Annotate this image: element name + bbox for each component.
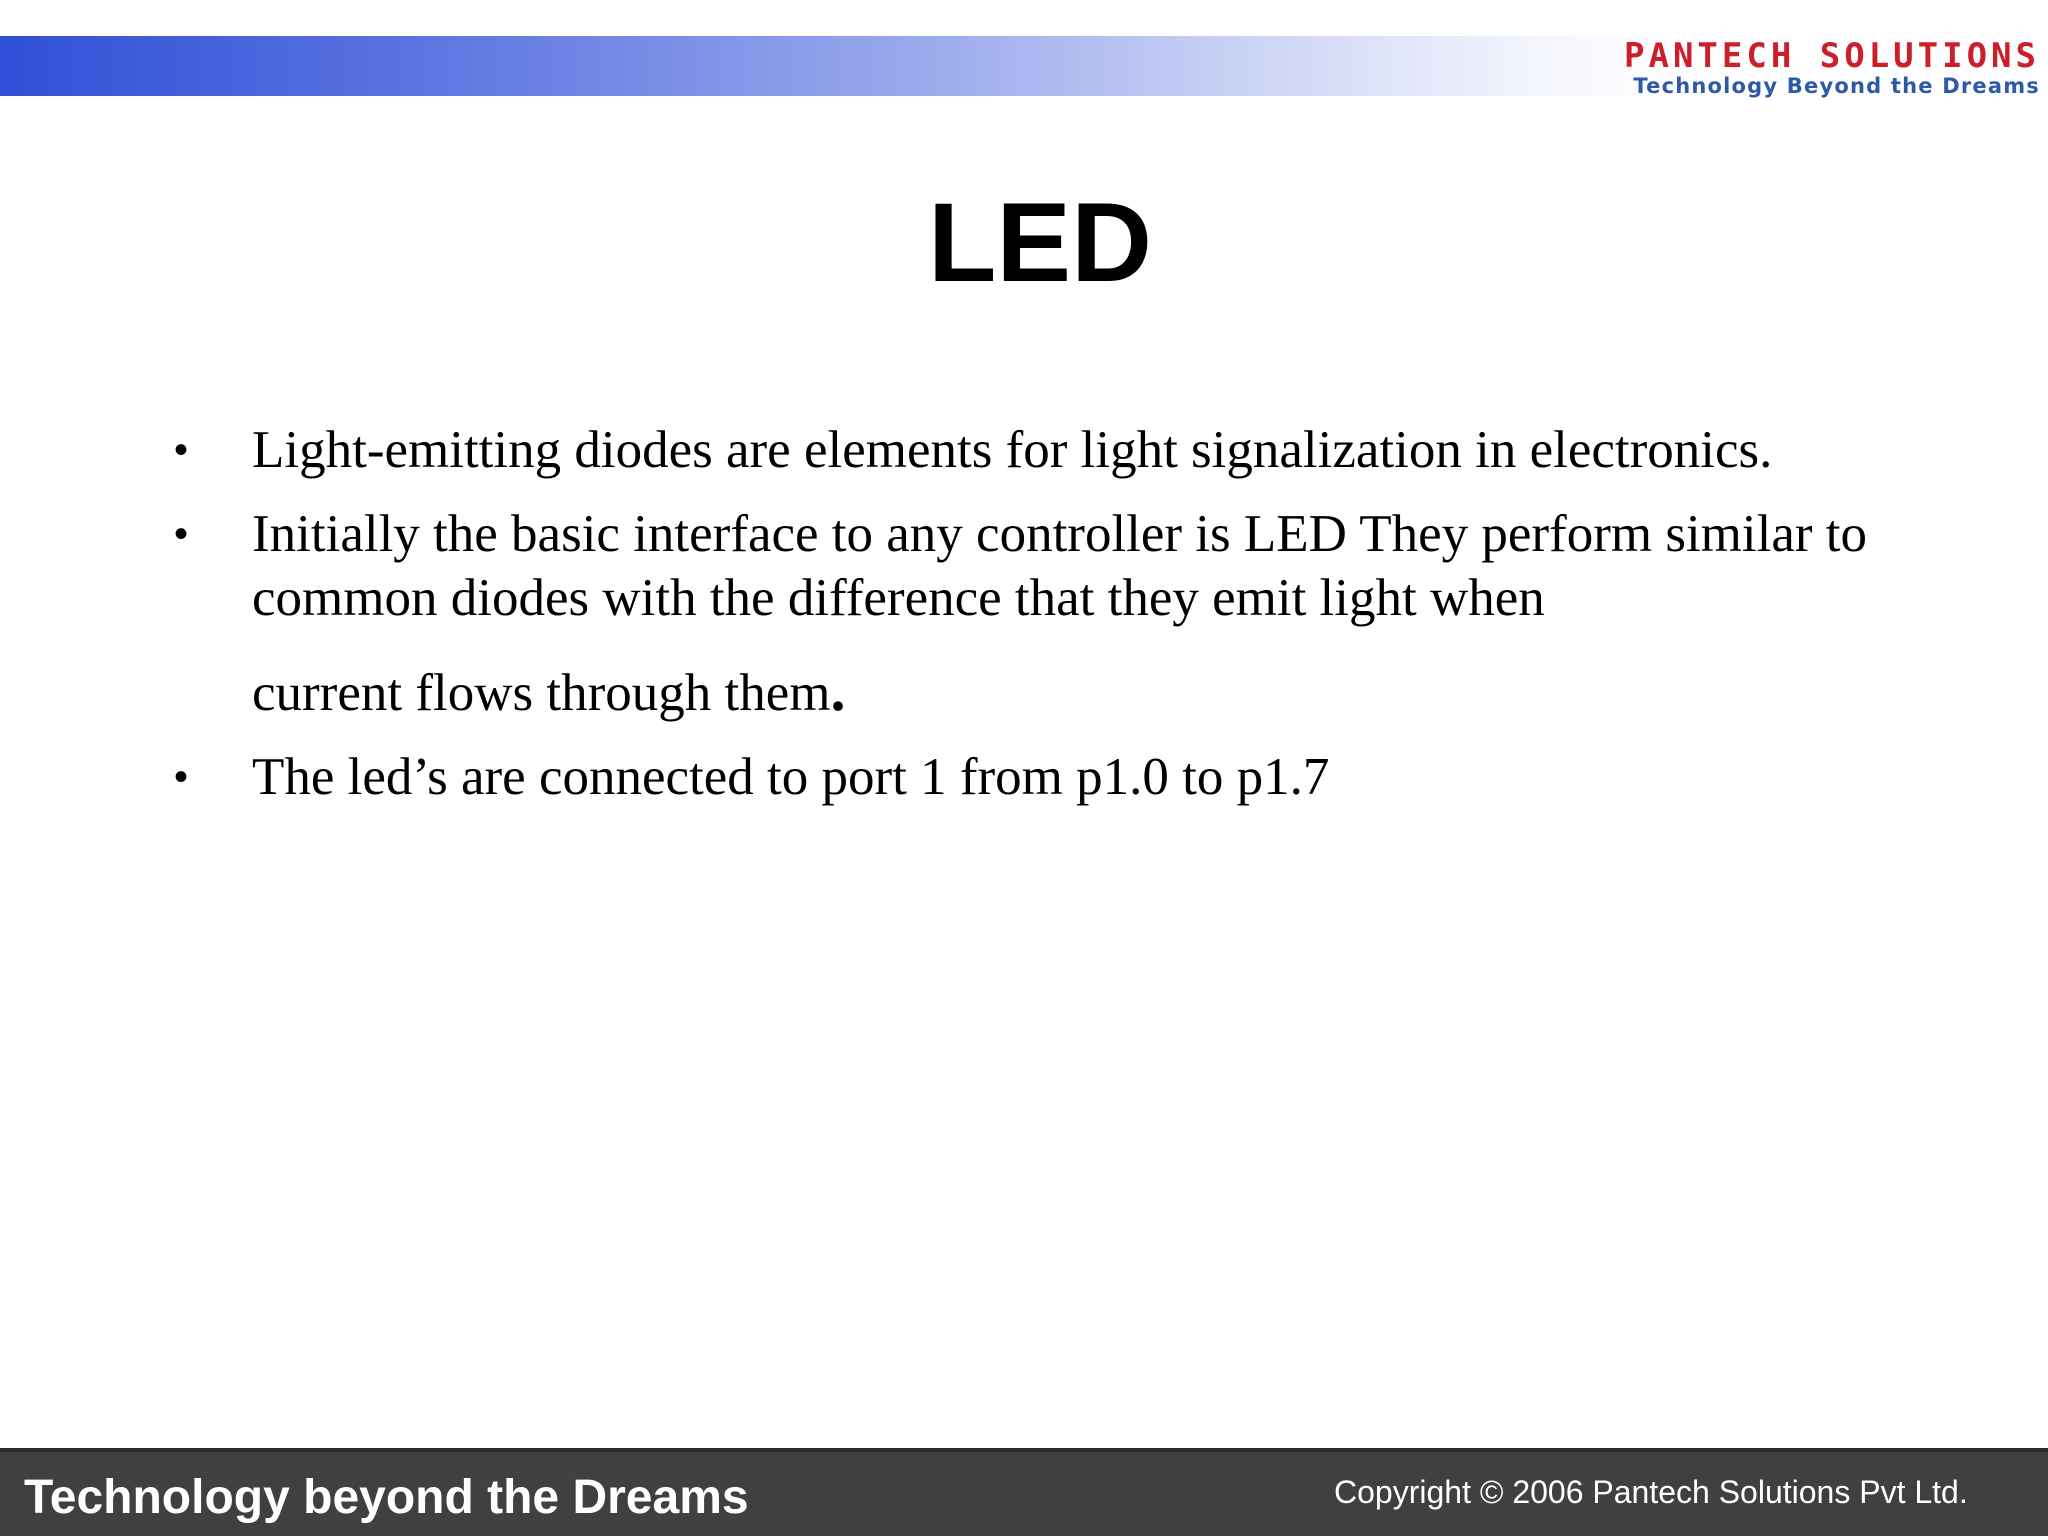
bullet-icon: •	[174, 755, 189, 799]
footer-bar	[0, 1448, 2048, 1536]
bullet-text-continuation	[252, 658, 1910, 725]
logo-name: PANTECH SOLUTIONS	[1624, 36, 2040, 76]
bullet-text: The led’s are connected to port 1 from p1.0 to p1.7	[252, 748, 1330, 806]
bullet-text: Initially the basic interface to any controller is LED They perform similar to common diodes with the difference that they emit light when	[252, 505, 1867, 627]
bullet-tail-text: current flows through them	[252, 664, 831, 722]
bullet-text: Light-emitting diodes are elements for light signalization in electronics.	[252, 421, 1773, 479]
bullet-item	[170, 745, 1910, 809]
footer-copyright: Copyright © 2006 Pantech Solutions Pvt Ltd.	[1334, 1474, 1968, 1510]
bullet-item	[170, 418, 1910, 482]
logo-tagline: Technology Beyond the Dreams	[1633, 74, 2040, 98]
bullet-icon: •	[174, 428, 189, 472]
bullet-tail-period: .	[830, 657, 846, 723]
slide-title: LED	[928, 180, 1152, 305]
pantech-logo	[1572, 38, 2048, 96]
bullet-icon: •	[174, 512, 189, 556]
bullet-list	[170, 418, 1910, 829]
footer-tagline: Technology beyond the Dreams	[24, 1471, 749, 1524]
bullet-item	[170, 502, 1910, 725]
